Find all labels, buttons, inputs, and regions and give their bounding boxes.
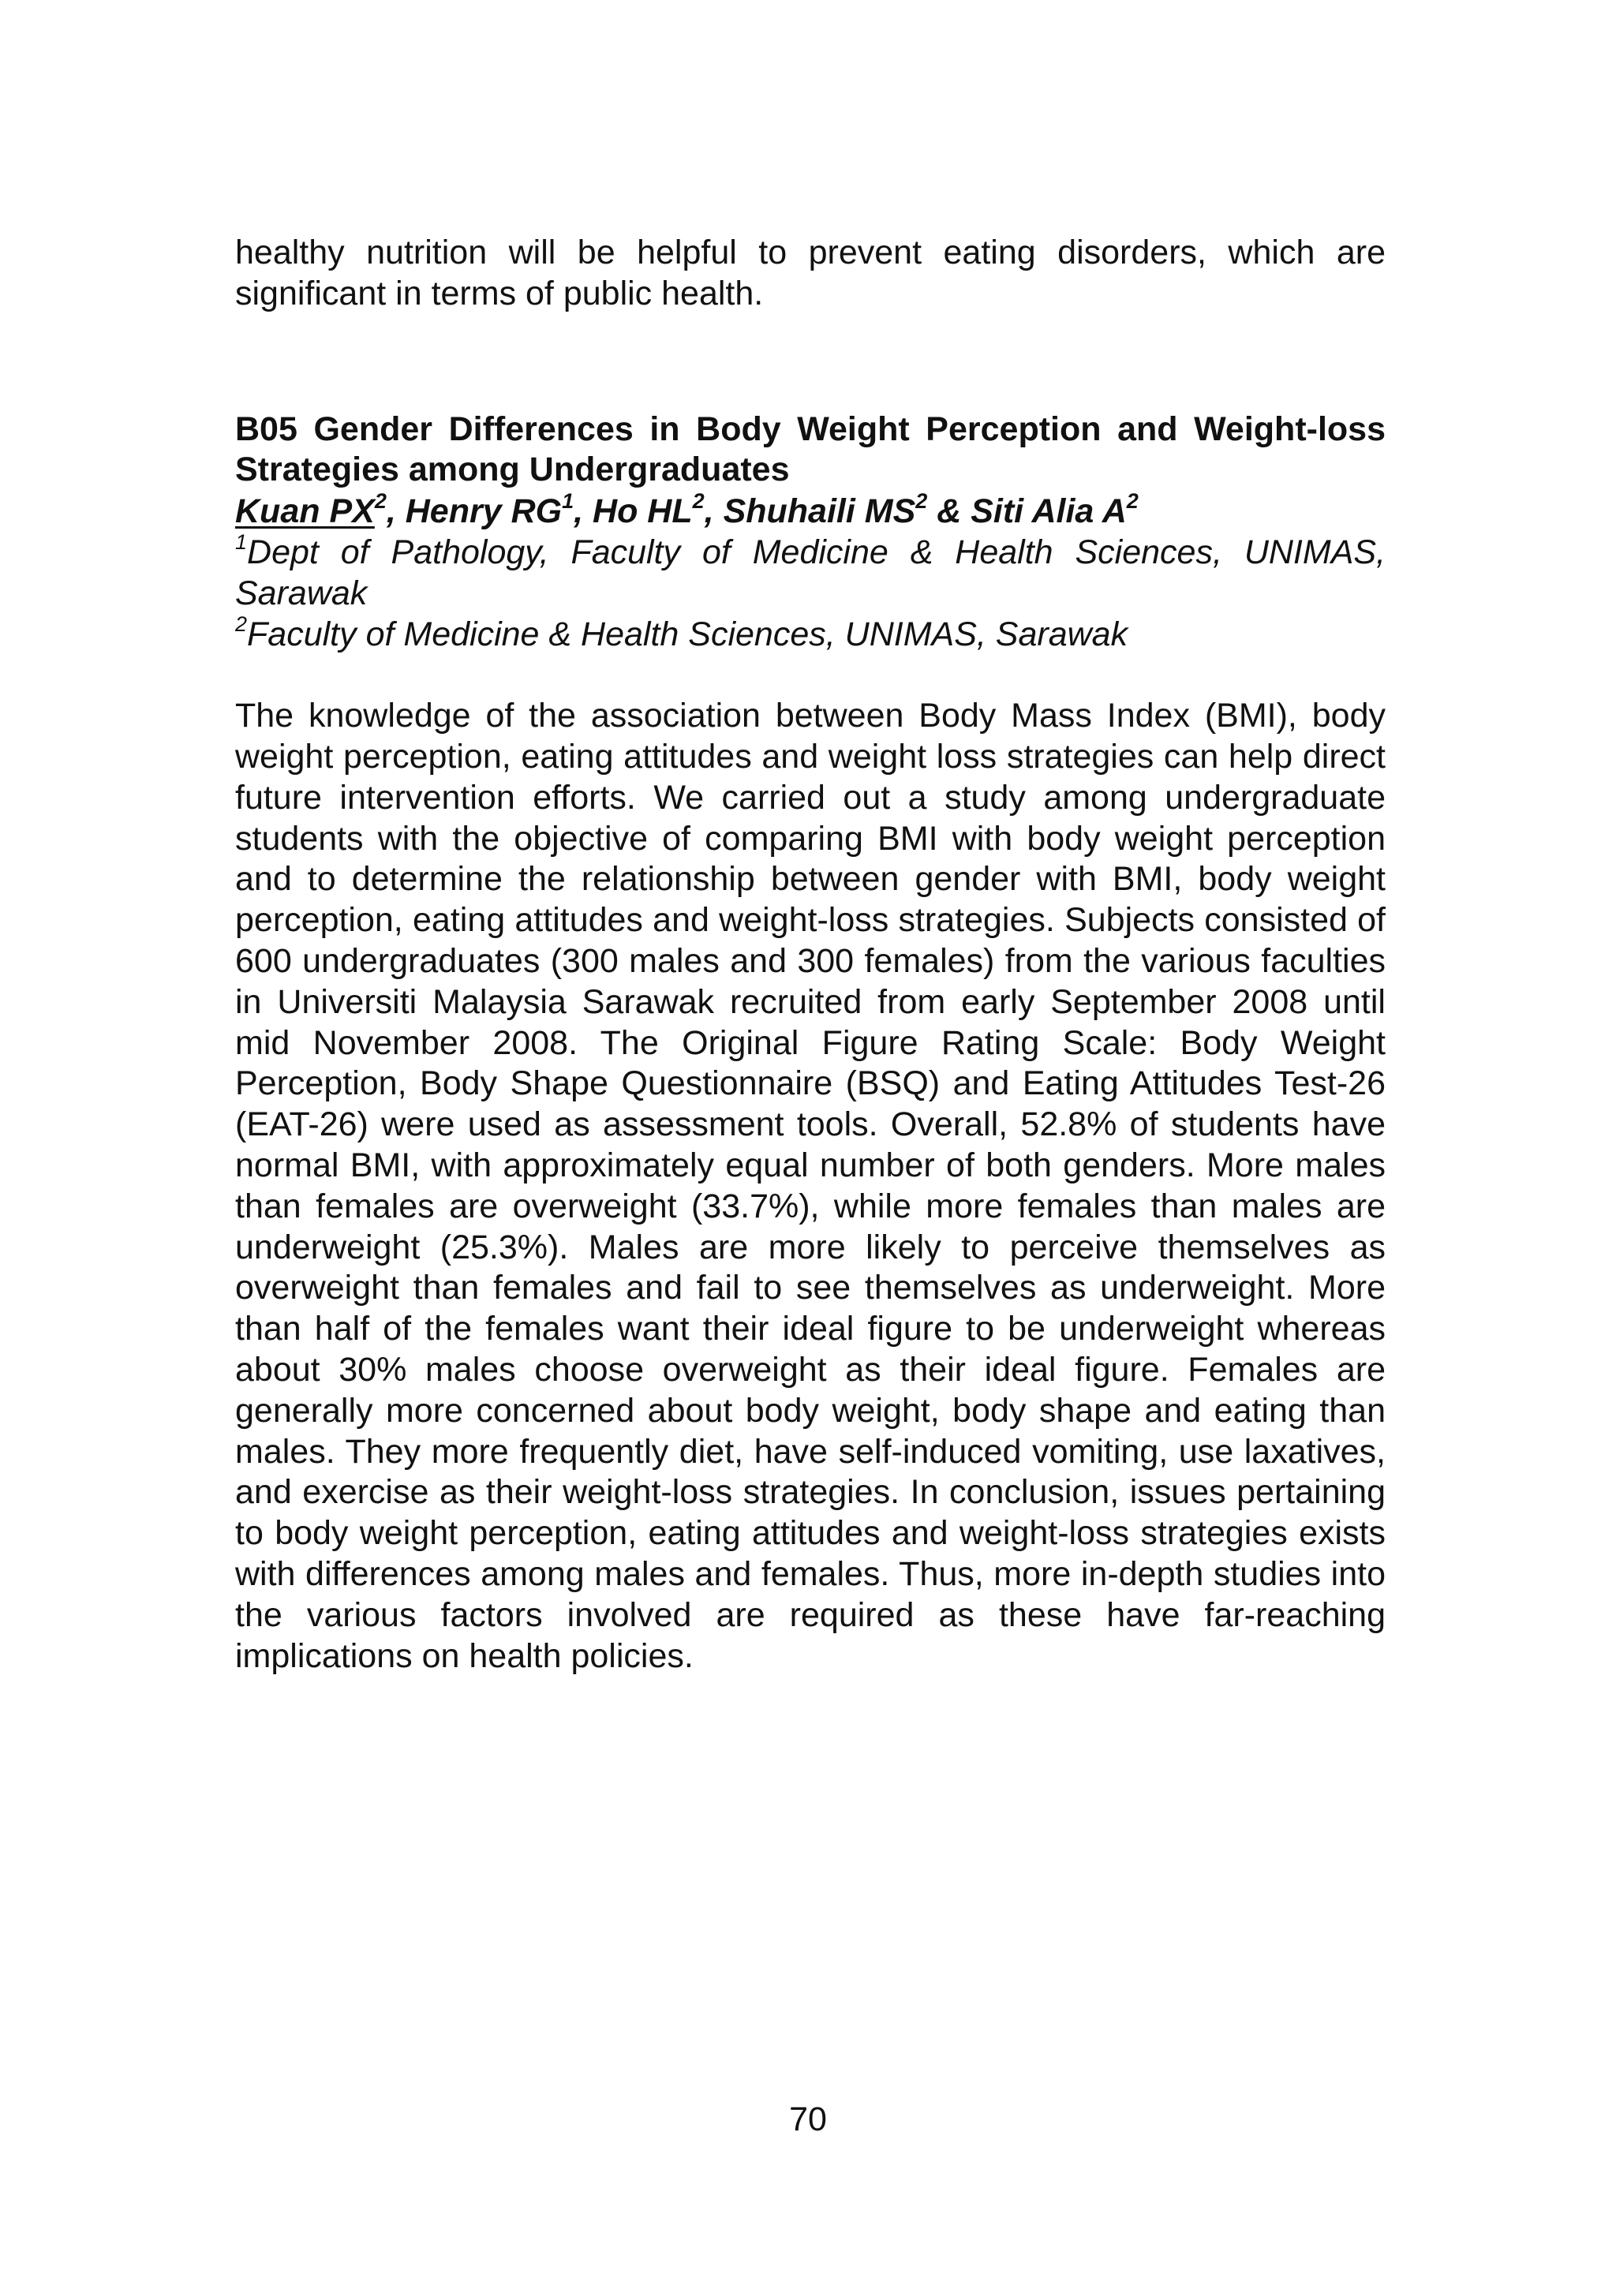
author-name: Kuan PX xyxy=(235,492,375,531)
author-affiliation-mark: 2 xyxy=(374,489,387,514)
affiliation-list xyxy=(235,532,1386,655)
affiliation-text: Faculty of Medicine & Health Sciences, UNIMAS, Sarawak xyxy=(247,615,1128,654)
abstract-body: The knowledge of the association between Body Mass Index (BMI), body weight perception, eating attitudes and weight loss strategies can help direct future intervention efforts. We carried out a study among undergraduate students with the objective of comparing BMI with body weight perception and to determine the relationship between gender with BMI, body weight perception, eating attitudes and weight-loss strategies. Subjects consisted of 600 undergraduates (300 males and 300 females) from the various faculties in Universiti Malaysia Sarawak recruited from early September 2008 until mid November 2008. The Original Figure Rating Scale: Body Weight Perception, Body Shape Questionnaire (BSQ) and Eating Attitudes Test-26 (EAT-26) were used as assessment tools. Overall, 52.8% of students have normal BMI, with approximately equal number of both genders. More males than females are overweight (33.7%), while more females than males are underweight (25.3%). Males are more likely to perceive themselves as overweight than females and fail to see themselves as underweight. More than half of the females want their ideal figure to be underweight whereas about 30% males choose overweight as their ideal figure. Females are generally more concerned about body weight, body shape and eating than males. They more frequently diet, have self-induced vomiting, use laxatives, and exercise as their weight-loss strategies. In conclusion, issues pertaining to body weight perception, eating attitudes and weight-loss strategies exists with differences among males and females. Thus, more in-depth studies into the various factors involved are required as these have far-reaching implications on health policies. xyxy=(235,697,1386,1675)
author-name: Shuhaili MS xyxy=(723,492,916,531)
author-affiliation-mark: 2 xyxy=(1126,489,1139,514)
author-affiliation-mark: 2 xyxy=(915,489,928,514)
page-number: 70 xyxy=(789,2100,827,2138)
document-page xyxy=(235,233,1386,1677)
affiliation-mark: 2 xyxy=(235,612,248,637)
affiliation-item xyxy=(235,532,1386,614)
affiliation-item xyxy=(235,614,1386,655)
author-name: Henry RG xyxy=(405,492,563,531)
author-separator: , xyxy=(574,492,593,531)
affiliation-mark: 1 xyxy=(235,530,248,555)
intro-paragraph: healthy nutrition will be helpful to prevent eating disorders, which are significant in terms of public health. xyxy=(235,234,1386,312)
author-separator: , xyxy=(386,492,406,531)
author-list xyxy=(235,491,1386,532)
author-separator: & xyxy=(927,492,971,531)
author-affiliation-mark: 1 xyxy=(562,489,574,514)
abstract-title: B05 Gender Differences in Body Weight Perception and Weight-loss Strategies among Undergraduates xyxy=(235,409,1386,489)
author-affiliation-mark: 2 xyxy=(692,489,705,514)
author-separator: , xyxy=(704,492,724,531)
author-name: Siti Alia A xyxy=(971,492,1127,531)
author-name: Ho HL xyxy=(593,492,693,531)
affiliation-text: Dept of Pathology, Faculty of Medicine & Health Sciences, UNIMAS, Sarawak xyxy=(235,533,1386,613)
